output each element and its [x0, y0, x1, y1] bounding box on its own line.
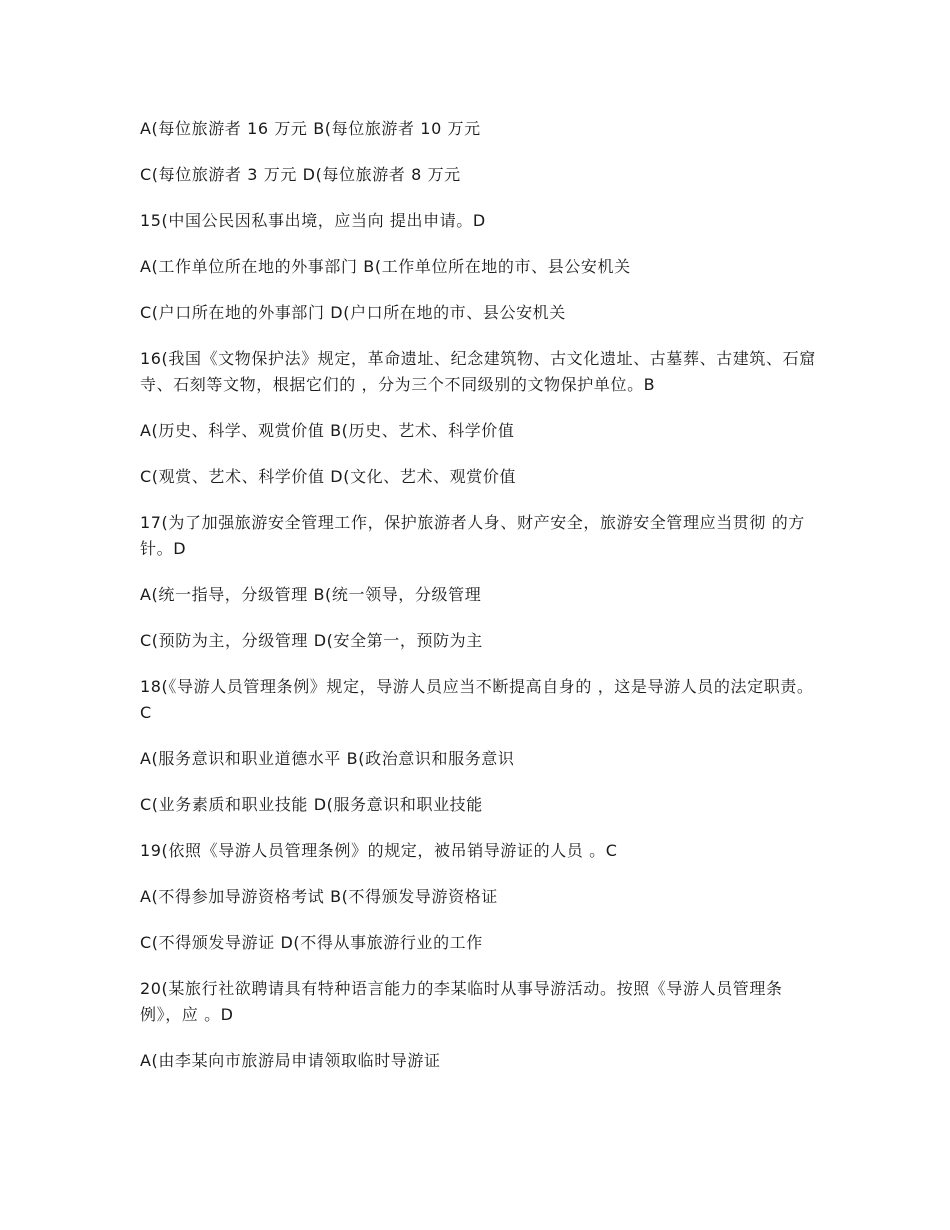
option-line: A(服务意识和职业道德水平 B(政治意识和服务意识 [140, 749, 515, 768]
option-line: C(每位旅游者 3 万元 D(每位旅游者 8 万元 [140, 165, 461, 184]
question-17: 17(为了加强旅游安全管理工作，保护旅游者人身、财产安全，旅游安全管理应当贯彻 的方针。D [140, 513, 805, 558]
option-line: C(户口所在地的外事部门 D(户口所在地的市、县公安机关 [140, 303, 566, 322]
option-line: A(不得参加导游资格考试 B(不得颁发导游资格证 [140, 887, 498, 906]
option-line: A(历史、科学、观赏价值 B(历史、艺术、科学价值 [140, 421, 515, 440]
option-line: A(由李某向市旅游局申请领取临时导游证 [140, 1051, 441, 1070]
question-19: 19(依照《导游人员管理条例》的规定，被吊销导游证的人员 。C [140, 841, 618, 860]
option-line: A(工作单位所在地的外事部门 B(工作单位所在地的市、县公安机关 [140, 257, 631, 276]
question-16: 16(我国《文物保护法》规定，革命遗址、纪念建筑物、古文化遗址、古墓葬、古建筑、石窟寺、石刻等文物，根据它们的 ，分为三个不同级别的文物保护单位。B [140, 349, 816, 394]
option-line: C(业务素质和职业技能 D(服务意识和职业技能 [140, 795, 483, 814]
option-line: C(观赏、艺术、科学价值 D(文化、艺术、观赏价值 [140, 467, 517, 486]
option-line: C(预防为主，分级管理 D(安全第一，预防为主 [140, 631, 483, 650]
question-20: 20(某旅行社欲聘请具有特种语言能力的李某临时从事导游活动。按照《导游人员管理条例》，应 。D [140, 979, 783, 1024]
question-18: 18(《导游人员管理条例》规定，导游人员应当不断提高自身的 ，这是导游人员的法定职责。C [140, 677, 814, 722]
option-line: A(统一指导，分级管理 B(统一领导，分级管理 [140, 585, 482, 604]
option-line: C(不得颁发导游证 D(不得从事旅游行业的工作 [140, 933, 483, 952]
option-line: A(每位旅游者 16 万元 B(每位旅游者 10 万元 [140, 119, 481, 138]
question-15: 15(中国公民因私事出境，应当向 提出申请。D [140, 211, 486, 230]
